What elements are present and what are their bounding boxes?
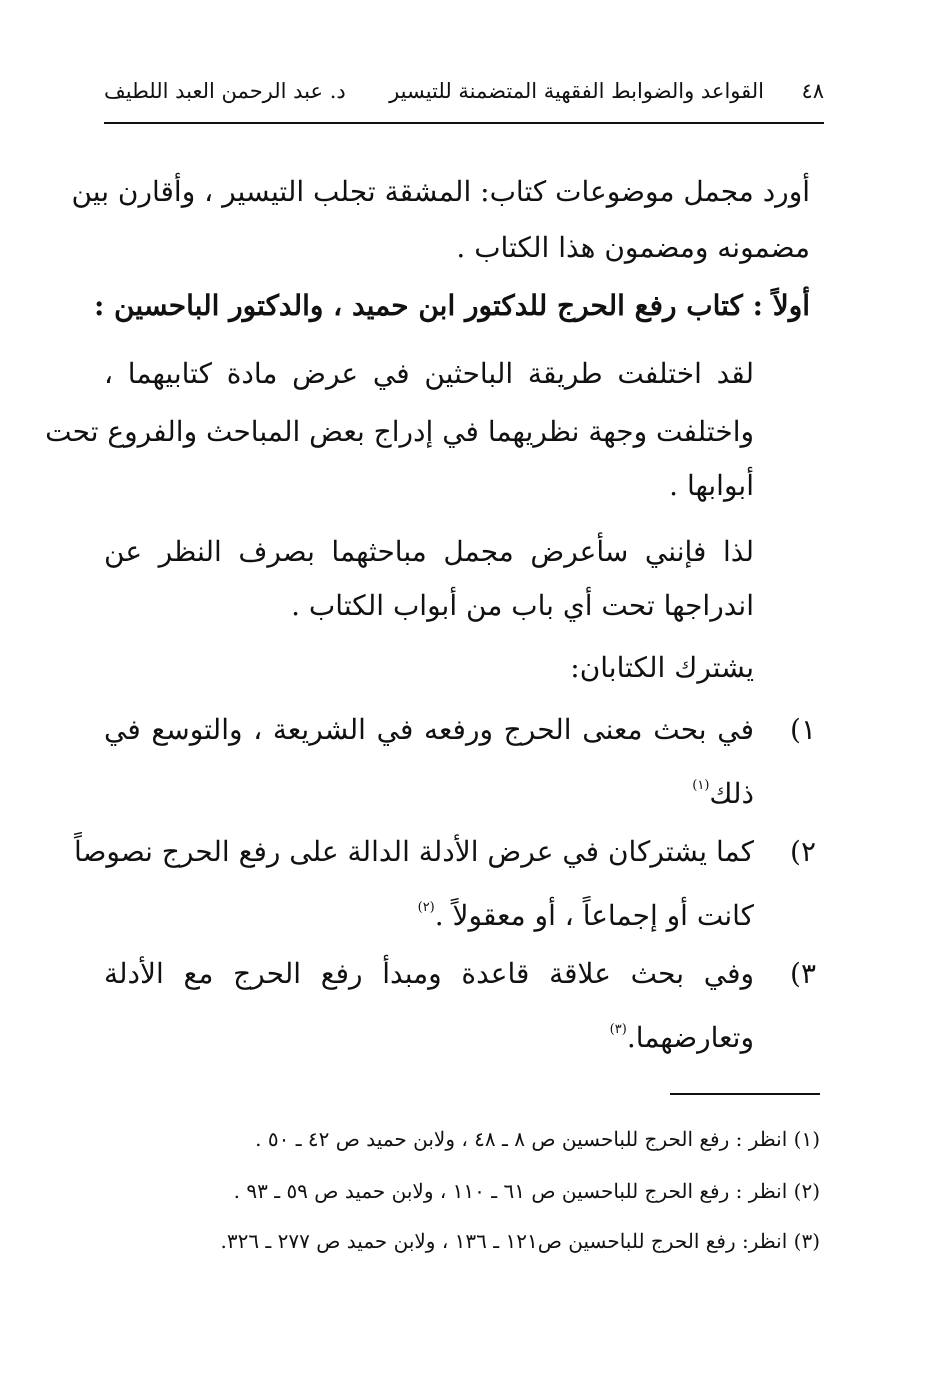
book-title: القواعد والضوابط الفقهية المتضمنة للتيسير xyxy=(389,79,764,103)
para1-line-3: أبوابها . xyxy=(669,469,754,502)
author-name: د. عبد الرحمن العبد اللطيف xyxy=(104,79,346,103)
intro-line-1: أورد مجمل موضوعات كتاب: المشقة تجلب التيسير ، وأقارن بين xyxy=(71,175,810,208)
intro-line-2: مضمونه ومضمون هذا الكتاب . xyxy=(456,231,810,264)
item-3-number: ٣) xyxy=(790,957,816,990)
item-2-line-1: كما يشتركان في عرض الأدلة الدالة على رفع الحرج نصوصاً xyxy=(74,835,754,868)
footnote-ref-1[interactable]: (١) xyxy=(692,778,710,793)
common-label: يشترك الكتابان: xyxy=(570,651,754,684)
para1-line-2: واختلفت وجهة نظريهما في إدراج بعض المباحث والفروع تحت xyxy=(45,415,754,448)
section-heading: أولاً : كتاب رفع الحرج للدكتور ابن حميد ، والدكتور الباحسين : xyxy=(93,289,810,322)
footnote-ref-2[interactable]: (٢) xyxy=(417,900,435,915)
para1-line-1: لقد اختلفت طريقة الباحثين في عرض مادة كتابيهما ، xyxy=(104,357,754,390)
item-1-number: ١) xyxy=(790,713,816,746)
item-1-line-2: ذلك$^{(١)}$ xyxy=(692,777,754,810)
footnote-separator xyxy=(670,1093,820,1095)
item-3-line-2: وتعارضهما.$^{(٣)}$ xyxy=(609,1021,754,1054)
footnote-1: (١) انظر : رفع الحرج للباحسين ص ٨ ـ ٤٨ ، ولابن حميد ص ٤٢ ـ ٥٠ . xyxy=(255,1127,820,1151)
footnote-3: (٣) انظر: رفع الحرج للباحسين ص١٢١ ـ ١٣٦ ، ولابن حميد ص ٢٧٧ ـ ٣٢٦. xyxy=(220,1229,820,1253)
running-header xyxy=(104,74,824,108)
para2-line-1: لذا فإنني سأعرض مجمل مباحثهما بصرف النظر عن xyxy=(104,535,754,568)
footnote-2: (٢) انظر : رفع الحرج للباحسين ص ٦١ ـ ١١٠ ، ولابن حميد ص ٥٩ ـ ٩٣ . xyxy=(233,1179,820,1203)
item-2-line-2: كانت أو إجماعاً ، أو معقولاً .$^{(٢)}$ xyxy=(417,899,754,932)
item-2-number: ٢) xyxy=(790,835,816,868)
item-3-line-1: وفي بحث علاقة قاعدة ومبدأ رفع الحرج مع الأدلة xyxy=(104,957,754,990)
footnote-ref-3[interactable]: (٣) xyxy=(609,1022,627,1037)
page-number: ٤٨ xyxy=(801,79,824,103)
header-rule xyxy=(104,122,824,124)
para2-line-2: اندراجها تحت أي باب من أبواب الكتاب . xyxy=(291,589,754,622)
item-1-line-1: في بحث معنى الحرج ورفعه في الشريعة ، والتوسع في xyxy=(104,713,754,746)
